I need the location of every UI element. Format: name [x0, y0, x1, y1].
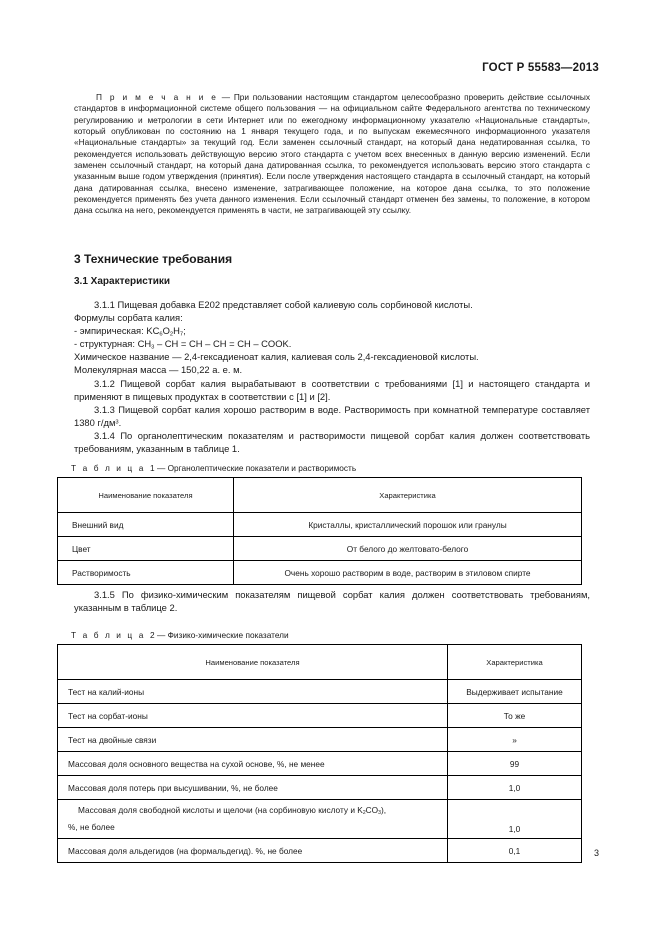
- molecular-mass: Молекулярная масса — 150,22 а. е. м.: [74, 364, 243, 375]
- formula-empirical-sub-7: 7: [179, 331, 184, 338]
- table-2-cell-name-4: Массовая доля потерь при высушивании, %, не более: [58, 776, 448, 800]
- document-standard-number: ГОСТ Р 55583—2013: [482, 62, 599, 74]
- table-row: [58, 800, 582, 839]
- table-row: [58, 704, 582, 728]
- table-2-cell-value-5: 1,0: [448, 800, 582, 839]
- table-1-caption: [71, 463, 356, 473]
- formula-empirical-sub-2: 2: [169, 331, 174, 338]
- table-row: [58, 561, 582, 585]
- table-row: [58, 537, 582, 561]
- table-2: [57, 644, 582, 863]
- note-label: П р и м е ч а н и е: [96, 92, 218, 102]
- clause-3-1-1-line2: Формулы сорбата калия:: [74, 312, 183, 323]
- clause-3-1-2: 3.1.2 Пищевой сорбат калия вырабатывают в соответствии с требованиями [1] и настоящего стандарта и применяют в пищевых продуктах в соответствии с [1] и [2].: [74, 378, 590, 403]
- formula-empirical-label: - эмпирическая: KC: [74, 325, 160, 336]
- formula-empirical-tail: ;: [183, 325, 186, 336]
- formula-structural-label: - структурная: CH: [74, 338, 152, 349]
- table-2-cell-value-3: 99: [448, 752, 582, 776]
- formula-empirical-sub-6: 6: [159, 331, 163, 338]
- clause-3-1-1-line1: 3.1.1 Пищевая добавка E202 представляет собой калиевую соль сорбиновой кислоты.: [94, 299, 473, 310]
- note-text: При пользовании настоящим стандартом целесообразно проверить действие ссылочных стандартов в информационной системе общего пользования — на официальном сайте Федерального агентства по техническому регулированию и метрологии в сети Интернет или по ежегодному информационному указателю «Национальные стандарты», который опубликован по состоянию на 1 января текущего года, и по выпускам ежемесячного информационного указателя «Национальные стандарты» за текущий год. Если заменен ссылочный стандарт, на который дана недатированная ссылка, то рекомендуется использовать действующую версию этого стандарта с учетом всех внесенных в данную версию изменений. Если заменен ссылочный стандарт, на который дана датированная ссылка, то рекомендуется использовать версию этого стандарта с указанным выше годом утверждения (принятия). Если после утверждения настоящего стандарта в ссылочный стандарт, на который дана датированная ссылка, внесено изменение, затрагивающее положение, на которое дана ссылка, то это положение рекомендуется применять без учета данного изменения. Если ссылочный стандарт отменен без замены, то положение, в котором дана ссылка на него, рекомендуется применять в части, не затрагивающей эту ссылку.: [74, 92, 590, 216]
- table-1-caption-label: Т а б л и ц а: [71, 463, 146, 473]
- formula-empirical-h: H: [173, 325, 180, 336]
- table-2-caption-label: Т а б л и ц а: [71, 630, 146, 640]
- table-2-cell-name-0: Тест на калий-ионы: [58, 680, 448, 704]
- table-1-cell-value-1: От белого до желтовато-белого: [234, 537, 582, 561]
- clause-3-1-5: 3.1.5 По физико-химическим показателям пищевой сорбат калия должен соответствовать требованиям, указанным в таблице 2.: [74, 589, 590, 614]
- clause-3-1-4: 3.1.4 По органолептическим показателям и растворимости пищевой сорбат калия должен соответствовать требованиям, указанным в таблице 1.: [74, 430, 590, 455]
- table-2-cell-name-6: Массовая доля альдегидов (на формальдегид). %, не более: [58, 839, 448, 863]
- table-2-caption: [71, 630, 289, 640]
- table-1-cell-name-0: Внешний вид: [58, 513, 234, 537]
- table-2-header-row: [58, 645, 582, 680]
- note-block: [74, 92, 590, 217]
- table-2-cell-value-1: То же: [448, 704, 582, 728]
- table-2-caption-title: — Физико-химические показатели: [156, 630, 289, 640]
- table-2-cell-name-5-part3: ),: [380, 805, 387, 816]
- table-row: [58, 513, 582, 537]
- table-1-cell-value-0: Кристаллы, кристаллический порошок или гранулы: [234, 513, 582, 537]
- table-1: [57, 477, 582, 585]
- table-1-caption-title: — Органолептические показатели и растворимость: [156, 463, 357, 473]
- note-paragraph: [74, 92, 590, 217]
- subsection-heading-3-1: 3.1 Характеристики: [74, 276, 171, 287]
- table-1-cell-name-1: Цвет: [58, 537, 234, 561]
- table-row: [58, 776, 582, 800]
- formula-structural-sub-3: 3: [151, 344, 155, 351]
- formula-empirical-o: O: [162, 325, 170, 336]
- note-dash: —: [218, 92, 234, 102]
- table-2-cell-name-5-line2: %, не более: [68, 821, 115, 832]
- table-row: [58, 839, 582, 863]
- table-2-cell-value-0: Выдерживает испытание: [448, 680, 582, 704]
- table-2-header-name: Наименование показателя: [58, 645, 448, 680]
- table-row: [58, 752, 582, 776]
- table-2-cell-name-2: Тест на двойные связи: [58, 728, 448, 752]
- formula-structural-rest: – CH = CH – CH = CH – COOK.: [154, 338, 292, 349]
- table-2-cell-name-1: Тест на сорбат-ионы: [58, 704, 448, 728]
- table-2-cell-name-5-sub2: 3: [378, 810, 381, 817]
- table-1-cell-name-2: Растворимость: [58, 561, 234, 585]
- chemical-name: Химическое название — 2,4-гексадиеноат калия, калиевая соль 2,4-гексадиеновой кислоты.: [74, 351, 479, 362]
- clause-3-1-3-superscript: 3: [115, 419, 119, 426]
- page-number: 3: [593, 848, 599, 858]
- section-heading-3: 3 Технические требования: [74, 252, 233, 266]
- table-1-header-value: Характеристика: [234, 478, 582, 513]
- table-2-header-value: Характеристика: [448, 645, 582, 680]
- table-2-cell-name-5-part2: CO: [365, 805, 379, 816]
- clause-3-1-3: [74, 403, 590, 430]
- clause-3-1-3-text: 3.1.3 Пищевой сорбат калия хорошо растворим в воде. Растворимость при комнатной температуре составляет 1380 г/дм: [74, 404, 590, 429]
- table-2-caption-number: 2: [150, 630, 155, 640]
- table-2-cell-name-5: [58, 800, 448, 839]
- table-1-header-row: [58, 478, 582, 513]
- table-2-cell-name-5-part1: Массовая доля свободной кислоты и щелочи (на сорбиновую кислоту и K: [78, 805, 363, 816]
- table-1-caption-number: 1: [150, 463, 155, 473]
- table-2-cell-value-4: 1,0: [448, 776, 582, 800]
- table-1-header-name: Наименование показателя: [58, 478, 234, 513]
- table-row: [58, 728, 582, 752]
- table-2-cell-name-5-sub1: 2: [362, 810, 366, 817]
- table-2-cell-value-6: 0,1: [448, 839, 582, 863]
- table-2-cell-name-3: Массовая доля основного вещества на сухой основе, %, не менее: [58, 752, 448, 776]
- clause-3-1-3-period: .: [118, 417, 122, 429]
- table-row: [58, 680, 582, 704]
- table-2-cell-value-2: »: [448, 728, 582, 752]
- table-1-cell-value-2: Очень хорошо растворим в воде, растворим в этиловом спирте: [234, 561, 582, 585]
